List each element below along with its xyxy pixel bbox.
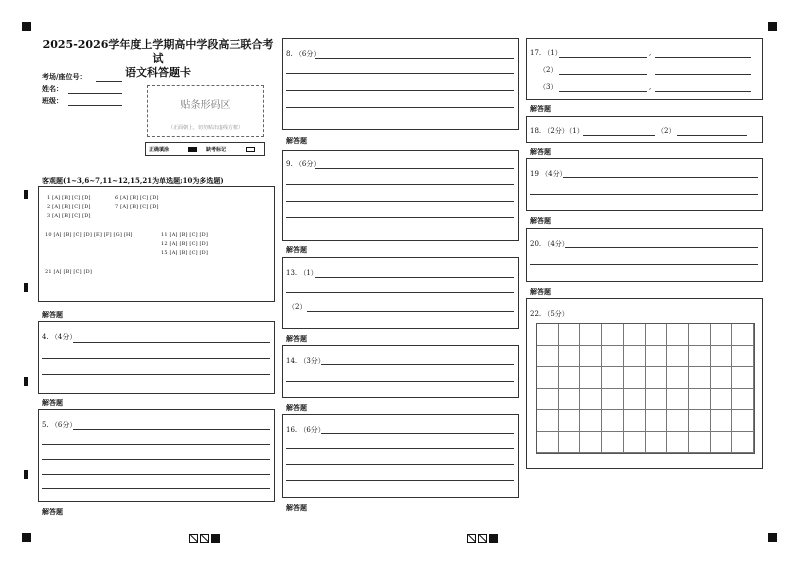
answer-line[interactable]: [315, 168, 514, 169]
choice-row-6[interactable]: 6 [A] [B] [C] [D]: [115, 195, 159, 201]
answer-line[interactable]: [286, 107, 514, 108]
answer-line[interactable]: [307, 311, 514, 312]
answer-line[interactable]: [286, 292, 514, 293]
answer-line[interactable]: [42, 374, 270, 375]
filled-box-icon: [489, 534, 498, 543]
answer-line[interactable]: [559, 57, 647, 58]
empty-box-icon[interactable]: [246, 147, 255, 152]
choice-row-12[interactable]: 12 [A] [B] [C] [D]: [161, 241, 209, 247]
filled-box-icon: [211, 534, 220, 543]
objective-box: [38, 186, 275, 302]
filled-box-icon: [188, 147, 197, 152]
choice-row-3[interactable]: 3 [A] [B] [C] [D]: [47, 213, 91, 219]
title-line-2: 语文科答题卡: [125, 66, 191, 79]
question-label-q20: 20. （4分）: [530, 240, 569, 248]
title-line-1: 2025-2026学年度上学期高中学段高三联合考试: [42, 38, 274, 65]
footer-marks-center: [467, 534, 498, 543]
answer-box-q19[interactable]: [526, 158, 763, 211]
question-label-q17-2: （2）: [539, 66, 558, 74]
crossed-box-icon: [467, 534, 476, 543]
answer-line[interactable]: [286, 480, 514, 481]
registration-mark-top-right: [768, 22, 777, 31]
answer-line[interactable]: [286, 184, 514, 185]
question-label-q18-2: （2）: [657, 127, 676, 135]
correct-fill-label: 正确填涂: [149, 147, 170, 153]
answer-line[interactable]: [563, 177, 758, 178]
objective-heading: 客观题(1~3,6~7,11~12,15,21为单选题;10为多选题): [42, 176, 224, 185]
registration-mark-top-left: [22, 22, 31, 31]
answer-line[interactable]: [42, 444, 270, 445]
timing-mark: [24, 190, 28, 199]
answer-box-q18[interactable]: [526, 116, 763, 143]
answer-line[interactable]: [315, 58, 514, 59]
choice-row-15[interactable]: 15 [A] [B] [C] [D]: [161, 250, 209, 256]
answer-line[interactable]: [42, 358, 270, 359]
question-label-q14: 14. （3分）: [286, 357, 325, 365]
section-label: 解答题: [286, 503, 307, 512]
section-label: 解答题: [286, 334, 307, 343]
crossed-box-icon: [478, 534, 487, 543]
answer-line[interactable]: [321, 364, 514, 365]
question-label-q8: 8. （6分）: [286, 50, 321, 58]
answer-box-q17[interactable]: [526, 38, 763, 100]
section-label: 解答题: [286, 403, 307, 412]
section-label: 解答题: [530, 287, 551, 296]
answer-line[interactable]: [559, 91, 647, 92]
question-label-q13-1: 13. （1）: [286, 269, 318, 277]
answer-line[interactable]: [286, 201, 514, 202]
question-label-q13-2: （2）: [288, 303, 307, 311]
choice-row-2[interactable]: 2 [A] [B] [C] [D]: [47, 204, 91, 210]
answer-line[interactable]: [315, 277, 514, 278]
timing-mark: [24, 283, 28, 292]
choice-row-7[interactable]: 7 [A] [B] [C] [D]: [115, 204, 159, 210]
answer-line[interactable]: [530, 194, 758, 195]
timing-mark: [24, 377, 28, 386]
section-label: 解答题: [286, 245, 307, 254]
question-label-q16: 16. （6分）: [286, 426, 325, 434]
question-label-q18: 18. （2分）（1）: [530, 127, 584, 135]
answer-line[interactable]: [42, 459, 270, 460]
registration-mark-bottom-right: [768, 533, 777, 542]
section-label: 解答题: [42, 507, 63, 516]
barcode-note: （正面朝上，切勿贴出虚线方框）: [167, 125, 243, 131]
answer-line[interactable]: [286, 73, 514, 74]
answer-line[interactable]: [565, 247, 758, 248]
question-label-q5: 5. （6分）: [42, 421, 77, 429]
choice-row-1[interactable]: 1 [A] [B] [C] [D]: [47, 195, 91, 201]
answer-box-q8[interactable]: [282, 38, 519, 130]
class-label: 班级：: [42, 96, 63, 105]
answer-line[interactable]: [73, 429, 270, 430]
answer-line[interactable]: [286, 381, 514, 382]
answer-line[interactable]: [42, 488, 270, 489]
question-label-q19: 19 （4分）: [530, 170, 567, 178]
name-label: 姓名：: [42, 84, 63, 93]
name-field[interactable]: [68, 93, 122, 94]
answer-line[interactable]: [286, 90, 514, 91]
answer-line[interactable]: [655, 74, 751, 75]
section-label: 解答题: [42, 310, 63, 319]
class-field[interactable]: [68, 105, 122, 106]
answer-line[interactable]: [321, 433, 514, 434]
answer-line[interactable]: [286, 217, 514, 218]
crossed-box-icon: [189, 534, 198, 543]
section-label: 解答题: [42, 398, 63, 407]
footer-marks-left: [189, 534, 220, 543]
question-label-q9: 9. （6分）: [286, 160, 321, 168]
comma-separator: ,: [649, 49, 652, 57]
answer-line[interactable]: [655, 91, 751, 92]
answer-line[interactable]: [286, 464, 514, 465]
answer-box-q13[interactable]: [282, 257, 519, 329]
section-label: 解答题: [286, 136, 307, 145]
question-label-q17-3: （3）: [539, 83, 558, 91]
answer-box-q22[interactable]: [526, 298, 763, 469]
seat-number-field[interactable]: [96, 81, 122, 82]
seat-number-label: 考场/座位号：: [42, 72, 87, 81]
answer-line[interactable]: [530, 264, 758, 265]
section-label: 解答题: [530, 216, 551, 225]
answer-box-q5[interactable]: [38, 409, 275, 502]
section-label: 解答题: [530, 147, 551, 156]
answer-line[interactable]: [73, 342, 270, 343]
choice-row-11[interactable]: 11 [A] [B] [C] [D]: [161, 232, 209, 238]
choice-row-10[interactable]: 10 [A] [B] [C] [D] [E] [F] [G] [H]: [45, 232, 133, 238]
question-label-q4: 4. （4分）: [42, 333, 77, 341]
answer-line[interactable]: [286, 448, 514, 449]
answer-line[interactable]: [583, 135, 655, 136]
answer-line[interactable]: [42, 474, 270, 475]
choice-row-21[interactable]: 21 [A] [B] [C] [D]: [45, 269, 93, 275]
comma-separator: ,: [649, 83, 652, 91]
question-label-q17-1: 17. （1）: [530, 49, 562, 57]
timing-mark: [24, 470, 28, 479]
barcode-area: [147, 85, 264, 137]
barcode-label: 贴条形码区: [180, 100, 231, 111]
answer-box-q4[interactable]: [38, 321, 275, 394]
absent-mark-label: 缺考标记: [206, 147, 227, 153]
answer-box-q20[interactable]: [526, 228, 763, 282]
crossed-box-icon: [200, 534, 209, 543]
answer-line[interactable]: [677, 135, 747, 136]
question-label-q22: 22. （5分）: [530, 310, 569, 318]
answer-line[interactable]: [559, 74, 647, 75]
writing-grid[interactable]: [536, 323, 755, 454]
answer-box-q14[interactable]: [282, 345, 519, 398]
mark-examples: [145, 142, 265, 156]
answer-line[interactable]: [655, 57, 751, 58]
registration-mark-bottom-left: [22, 533, 31, 542]
answer-box-q16[interactable]: [282, 414, 519, 498]
answer-box-q9[interactable]: [282, 150, 519, 241]
section-label: 解答题: [530, 104, 551, 113]
